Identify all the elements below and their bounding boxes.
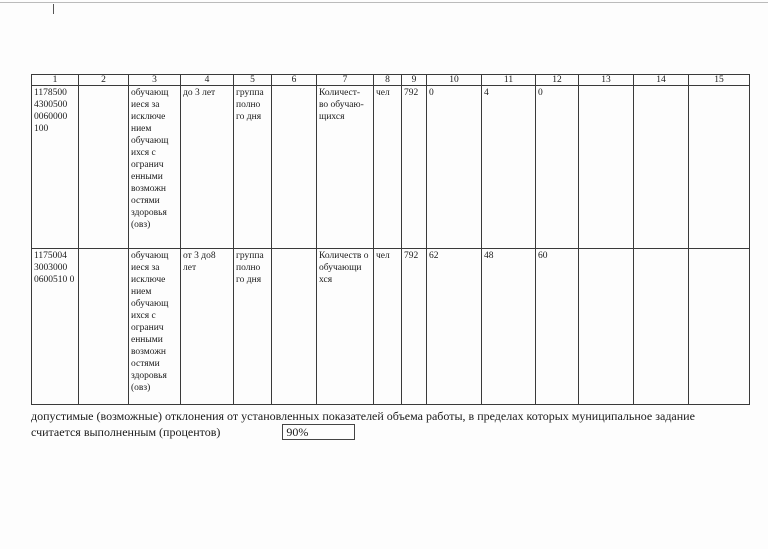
header-cell: 6 [272, 75, 317, 86]
deviation-value-box: 90% [282, 424, 355, 440]
volume-indicators-table [31, 74, 750, 405]
header-cell: 15 [689, 75, 750, 86]
value-cell: 0 [536, 86, 579, 249]
value-cell: 60 [536, 249, 579, 405]
header-cell: 7 [317, 75, 374, 86]
header-cell: 1 [32, 75, 79, 86]
indicator-name-cell: Количест- во обучаю- щихся [317, 86, 374, 249]
stay-mode-cell: группа полно го дня [234, 86, 272, 249]
category-cell: обучающ иеся за исключе нием обучающ ихся с огранич енными возможн остями здоровья (овз) [129, 249, 181, 405]
table-cell [579, 86, 634, 249]
header-cell: 2 [79, 75, 129, 86]
table-cell [634, 86, 689, 249]
table-cell [689, 86, 750, 249]
indicator-name-cell: Количеств о обучающи хся [317, 249, 374, 405]
scan-mark [53, 4, 54, 14]
header-cell: 14 [634, 75, 689, 86]
value-cell: 62 [427, 249, 482, 405]
table-row [32, 249, 750, 405]
header-cell: 5 [234, 75, 272, 86]
header-cell: 3 [129, 75, 181, 86]
okei-code-cell: 792 [402, 86, 427, 249]
deviation-note-line1: допустимые (возможные) отклонения от установленных показателей объема работы, в пределах которых муниципальное задание [31, 409, 695, 423]
value-cell: 0 [427, 86, 482, 249]
category-cell: обучающ иеся за исключе нием обучающ ихся с огранич енными возможн остями здоровья (овз) [129, 86, 181, 249]
unit-cell: чел [374, 249, 402, 405]
age-cell: до 3 лет [181, 86, 234, 249]
table-cell [634, 249, 689, 405]
unit-cell: чел [374, 86, 402, 249]
table-cell [579, 249, 634, 405]
value-cell: 48 [482, 249, 536, 405]
table-row [32, 86, 750, 249]
deviation-note [31, 408, 761, 440]
registry-number-cell: 1175004 3003000 0600510 0 [32, 249, 79, 405]
top-scan-edge [0, 2, 768, 3]
stay-mode-cell: группа полно го дня [234, 249, 272, 405]
header-cell: 8 [374, 75, 402, 86]
header-cell: 12 [536, 75, 579, 86]
header-cell: 10 [427, 75, 482, 86]
deviation-note-line2-row [31, 424, 761, 440]
deviation-note-line2: считается выполненным (процентов) [31, 425, 221, 439]
header-cell: 4 [181, 75, 234, 86]
age-cell: от 3 до8 лет [181, 249, 234, 405]
header-cell: 13 [579, 75, 634, 86]
okei-code-cell: 792 [402, 249, 427, 405]
value-cell: 4 [482, 86, 536, 249]
table-cell [79, 249, 129, 405]
header-cell: 9 [402, 75, 427, 86]
table-cell [272, 86, 317, 249]
table-cell [272, 249, 317, 405]
table-cell [79, 86, 129, 249]
registry-number-cell: 1178500 4300500 0060000 100 [32, 86, 79, 249]
header-cell: 11 [482, 75, 536, 86]
table-header-row [32, 75, 750, 86]
table-cell [689, 249, 750, 405]
